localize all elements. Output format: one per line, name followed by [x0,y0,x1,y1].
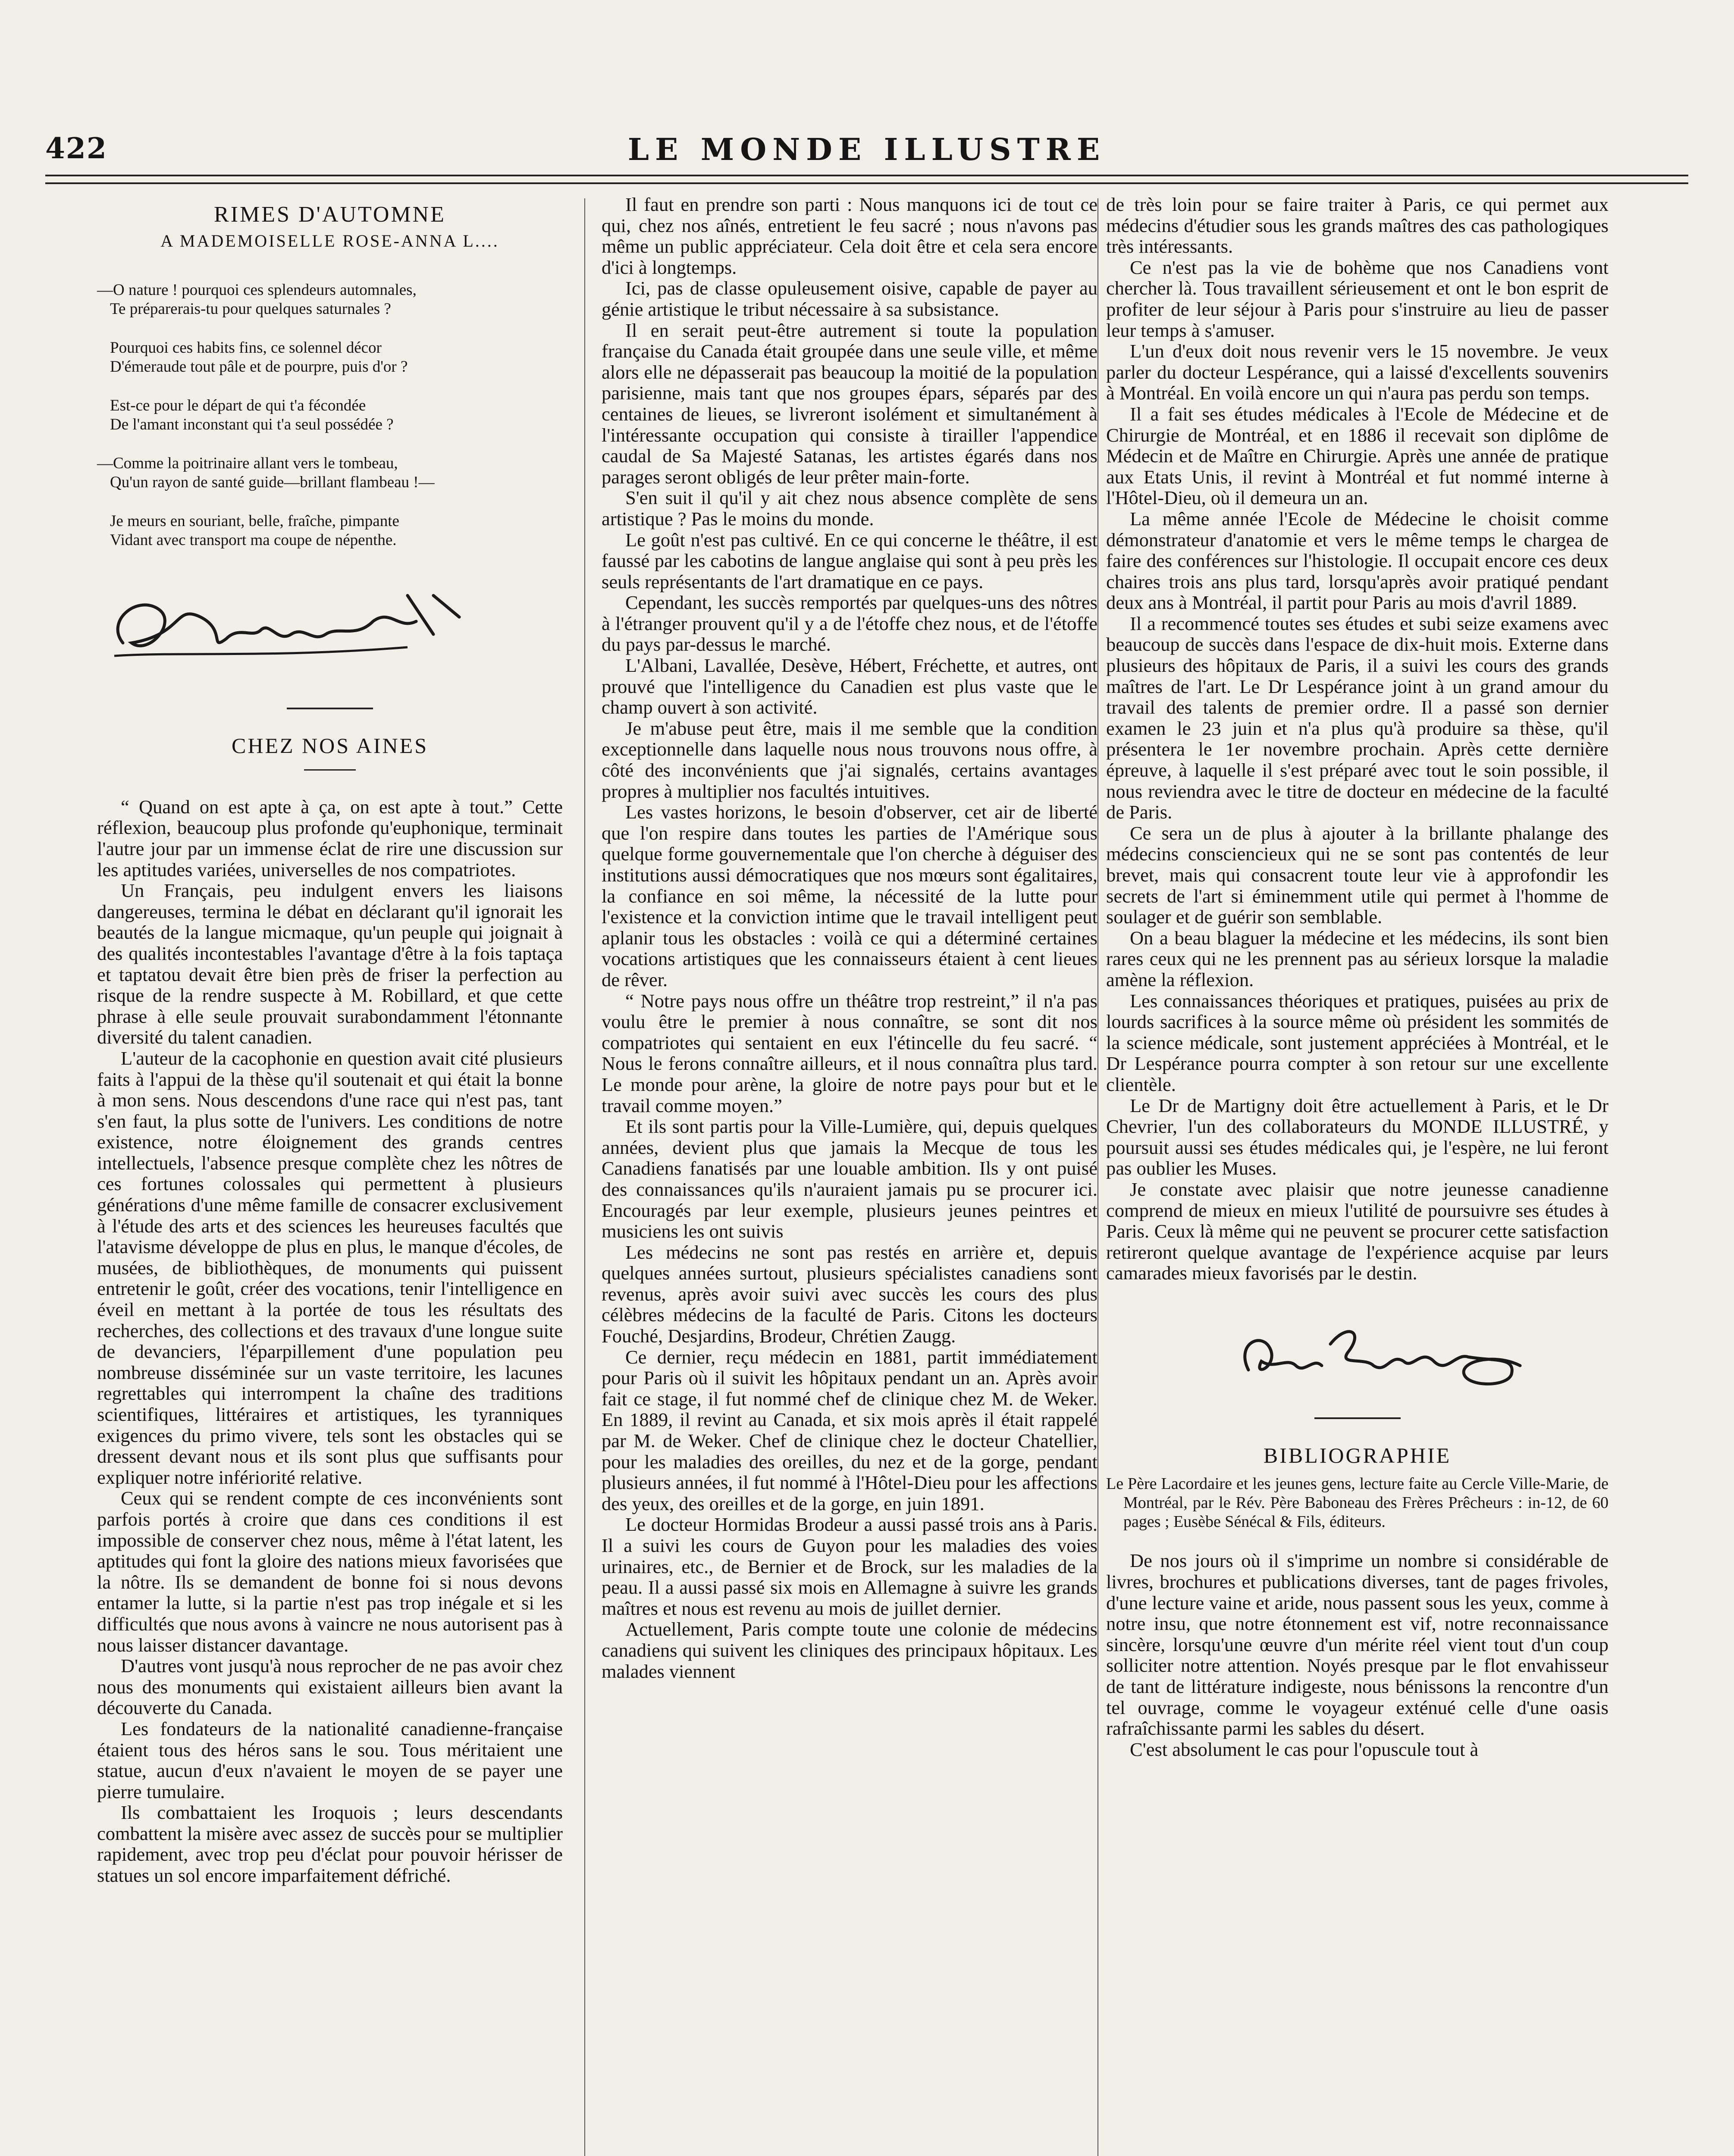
poem-dedication: A MADEMOISELLE ROSE-ANNA L.... [160,231,499,251]
column-1 [97,194,563,1886]
column-3 [1106,194,1609,1760]
article-paragraph: Les connaissances théoriques et pratiques, puisées au prix de lourds sacrifices à la source même où président les sommités de la science médicale, sont justement appréciées à Montréal, et le Dr Lespérance pourra compter à son retour sur une excellente clientèle. [1106,990,1609,1095]
article-paragraph: Je m'abuse peut être, mais il me semble que la condition exceptionnelle dans laquelle nous nous trouvons nous offre, à côté des inconvénients que j'ai signalés, certains avantages propres à multiplier nos facultés intuitives. [602,717,1097,802]
article-paragraph: Le Dr de Martigny doit être actuellement à Paris, et le Dr Chevrier, l'un des collaborateurs du MONDE ILLUSTRÉ, y poursuit aussi ses études médicales qui, je l'espère, ne lui feront pas oublier les Muses. [1106,1094,1609,1179]
header-rule [45,175,1688,184]
poem-line: Qu'un rayon de santé guide—brillant flambeau !— [110,473,435,492]
article-paragraph: Les médecins ne sont pas restés en arrière et, depuis quelques années surtout, plusieurs spécialistes canadiens sont revenus, après avoir suivi avec succès les cours des plus célèbres médecins de la faculté de Paris. Citons les docteurs Fouché, Desjardins, Brodeur, Chrétien Zaugg. [602,1241,1097,1347]
article-title: CHEZ NOS AINES [231,733,429,758]
poem-signature [97,570,563,682]
article-paragraph: S'en suit il qu'il y ait chez nous absence complète de sens artistique ? Pas le moins du monde. [602,487,1097,530]
article-paragraph: Les fondateurs de la nationalité canadienne-française étaient tous des héros sans le sou. Tous méritaient une statue, aucun d'eux n'avaient le moyen de se payer une pierre tumulaire. [97,1717,563,1802]
poem-line: Pourquoi ces habits fins, ce solennel décor [110,339,382,357]
bibliography-paragraph: De nos jours où il s'imprime un nombre si considérable de livres, brochures et publications diverses, tant de pages frivoles, d'une lecture vaine et aride, nous passent sous les yeux, comme à notre insu, que notre étonnement est vif, notre reconnaissance sincère, lorsqu'une œuvre d'un mérite réel vient tout d'un coup solliciter notre attention. Noyés presque par le flot envahisseur de tant de littérature indigeste, nous bénissons la rencontre d'un tel ouvrage, comme le voyageur exténué celle d'une oasis rafraîchissante parmi les sables du désert. [1106,1550,1609,1739]
poem-body [97,281,563,550]
page-number: 422 [45,132,107,165]
poem-stanza [97,281,563,319]
poem-line: —Comme la poitrinaire allant vers le tombeau, [97,454,398,473]
poem-line: De l'amant inconstant qui t'a seul possédée ? [110,416,394,434]
article-paragraph: D'autres vont jusqu'à nous reprocher de ne pas avoir chez nous des monuments qui existaient ailleurs bien avant la découverte du Canada. [97,1655,563,1719]
article-paragraph: Ils combattaient les Iroquois ; leurs descendants combattent la misère avec assez de succès pour se multiplier rapidement, avec trop peu d'éclat pour pouvoir hérisser de statues un sol encore imparfaitement défriché. [97,1802,563,1887]
article-paragraph: Les vastes horizons, le besoin d'observer, cet air de liberté que l'on respire dans toutes les parties de l'Amérique sous quelque forme gouvernementale que l'on cherche à déguiser des institutions aussi démocratiques que nos mœurs sont égalitaires, la confiance en soi même, la nécessité de la lutte pour l'existence et la conviction intime que le travail intelligent peut aplanir tous les obstacles : voilà ce qui a déterminé certaines vocations artistiques que les connaisseurs étaient à cent lieues de rêver. [602,801,1097,990]
article-paragraph: “ Quand on est apte à ça, on est apte à tout.” Cette réflexion, beaucoup plus profonde qu'euphonique, terminait l'autre jour par un immense éclat de rire une discussion sur les aptitudes variées, universelles de nos compatriotes. [97,796,563,881]
article-paragraph: Ici, pas de classe opuleusement oisive, capable de payer au génie artistique le tribut nécessaire à sa subsistance. [602,277,1097,320]
section-separator [1314,1417,1401,1419]
article-signature [1106,1305,1609,1400]
article-paragraph: Ce sera un de plus à ajouter à la brillante phalange des médecins consciencieux qui ne se sont pas contentés de leur brevet, mais qui consacrent toute leur vie à approfondir les secrets de l'art si éminemment utile qui permet à l'homme de soulager et de guérir son semblable. [1106,822,1609,928]
poem-stanza [97,512,563,550]
bibliography-entry: Le Père Lacordaire et les jeunes gens, lecture faite au Cercle Ville-Marie, de Montréal, par le Rév. Père Baboneau des Frères Prêcheurs : in-12, de 60 pages ; Eusèbe Sénécal & Fils, éditeurs. [1106,1475,1609,1531]
column-2 [602,194,1097,1682]
article-paragraph: Actuellement, Paris compte toute une colonie de médecins canadiens qui suivent les cliniques des principaux hôpitaux. Les malades viennent [602,1618,1097,1682]
poem-stanza [97,338,563,376]
poem-line: —O nature ! pourquoi ces splendeurs automnales, [97,281,417,299]
bibliography-paragraph: C'est absolument le cas pour l'opuscule tout à [1130,1738,1479,1760]
article-paragraph: Et ils sont partis pour la Ville-Lumière, qui, depuis quelques années, devient plus que jamais la Mecque de tous les Canadiens fanatisés par une louable ambition. Ils y ont puisé des connaissances qu'ils n'auraient jamais pu se procurer ici. Encouragés par leur exemple, plusieurs jeunes peintres et musiciens les ont suivis [602,1116,1097,1242]
bibliography-title: BIBLIOGRAPHIE [1263,1443,1452,1467]
article-paragraph: On a beau blaguer la médecine et les médecins, ils sont bien rares ceux qui ne les prennent pas au sérieux lorsque la maladie amène la réflexion. [1106,927,1609,990]
article-paragraph: Il a fait ses études médicales à l'Ecole de Médecine et de Chirurgie de Montréal, et en 1886 il recevait son diplôme de Médecin et de Maître en Chirurgie. Après une année de pratique aux Etats Unis, il revint à Montréal et fut nommé interne à l'Hôtel-Dieu, où il demeura un an. [1106,403,1609,509]
poem-line: Est-ce pour le départ de qui t'a fécondée [110,397,366,415]
poem-stanza [97,454,563,492]
column-divider [584,198,585,2156]
article-paragraph: Cependant, les succès remportés par quelques-uns des nôtres à l'étranger prouvent qu'il y a de l'étoffe chez nous, et de l'étoffe du pays par-dessus le marché. [602,592,1097,655]
article-paragraph: de très loin pour se faire traiter à Paris, ce qui permet aux médecins d'étudier sous les grands maîtres des cas pathologiques très intéressants. [1106,194,1609,257]
section-separator [287,708,373,709]
article-paragraph: Ceux qui se rendent compte de ces inconvénients sont parfois portés à croire que dans ces conditions il est impossible de conserver chez nous, même à l'état latent, les aptitudes qui font la gloire des nations mieux favorisées que la nôtre. Ils se demandent de bonne foi si nous devons entamer la lutte, si la partie n'est pas trop inégale et si les difficultés que nous avons à vaincre ne nous autorisent pas à nous laisser distancer davantage. [97,1487,563,1656]
article-paragraph: L'Albani, Lavallée, Desève, Hébert, Fréchette, et autres, ont prouvé que l'intelligence du Canadien est plus vaste que le champ ouvert à son activité. [602,655,1097,718]
article-paragraph: L'auteur de la cacophonie en question avait cité plusieurs faits à l'appui de la thèse qu'il soutenait et qui était la bonne à mon sens. Nous descendons d'une race qui n'est pas, tant s'en faut, la plus sotte de l'univers. Les conditions de notre existence, notre éloignement des grands centres intellectuels, l'absence presque complète chez les nôtres de ces fortunes colossales qui permettent à plusieurs générations d'une même famille de consacrer exclusivement à l'étude des arts et des sciences les heureuses facultés que l'atavisme développe de plus en plus, le manque d'écoles, de musées, de bibliothèques, de monuments qui puissent entretenir le goût, créer des vocations, tenir l'intelligence en éveil en mettant à la portée de tous les résultats des recherches, des collections et des travaux d'une longue suite de devanciers, l'éparpillement d'une population peu nombreuse disséminée sur un vaste territoire, les lacunes regrettables qui interrompent la chaîne des traditions scientifiques, littéraires et artistiques, les tyranniques exigences du primo vivere, tels sont les obstacles qui se dressent devant nous et ils sont plus que suffisants pour expliquer notre infériorité relative. [97,1047,563,1488]
article-paragraph: L'un d'eux doit nous revenir vers le 15 novembre. Je veux parler du docteur Lespérance, qui a laissé d'excellents souvenirs à Montréal. En voilà encore un qui n'aura pas perdu son temps. [1106,340,1609,404]
article-paragraph: Un Français, peu indulgent envers les liaisons dangereuses, termina le débat en déclarant qu'il ignorait les beautés de la langue micmaque, qu'un peuple qui joignait à des qualités incontestables l'avantage d'être à la fois taptaça et taptatou devait être bien près de friser la perfection au risque de la rendre suspecte à M. Robillard, et que cette phrase à elle seule prouvait surabondamment l'étonnante diversité du talent canadien. [97,880,563,1048]
poem-title: RIMES D'AUTOMNE [214,202,446,227]
article-paragraph: Le goût n'est pas cultivé. En ce qui concerne le théâtre, il est faussé par les cabotins de langue anglaise qui sont à peu près les seuls représentants de l'art dramatique en ce pays. [602,529,1097,592]
newspaper-title: LE MONDE ILLUSTRE [627,132,1106,167]
poem-line: Je meurs en souriant, belle, fraîche, pimpante [110,512,399,530]
article-paragraph: Ce n'est pas la vie de bohème que nos Canadiens vont chercher là. Tous travaillent sérieusement et ont le bon esprit de profiter de leur séjour à Paris pour s'instruire au lieu de passer leur temps à s'amuser. [1106,256,1609,341]
article-paragraph: Ce dernier, reçu médecin en 1881, partit immédiatement pour Paris où il suivit les hôpitaux pendant un an. Après avoir fait ce stage, il fut nommé chef de clinique chez M. de Weker. En 1889, il revint au Canada, et six mois après il était rappelé par M. de Weker. Chef de clinique chez le docteur Chatellier, pour les maladies des oreilles, du nez et de la gorge, pendant plusieurs années, il fut nommé à l'Hôtel-Dieu pour les affections des yeux, des oreilles et de la gorge, en juin 1891. [602,1346,1097,1514]
poem-stanza [97,396,563,434]
poem-line: D'émeraude tout pâle et de pourpre, puis d'or ? [110,358,408,376]
title-separator [304,769,356,771]
article-paragraph: La même année l'Ecole de Médecine le choisit comme démonstrateur d'anatomie et vers le même temps le chargea de faire des conférences sur l'histologie. Il occupait encore ces deux chaires trois ans plus tard, lorsqu'après avoir pratiqué pendant deux ans à Montréal, il partit pour Paris au mois d'avril 1889. [1106,508,1609,614]
poem-line: Te préparerais-tu pour quelques saturnales ? [110,300,391,318]
poem-line: Vidant avec transport ma coupe de népenthe. [110,531,397,549]
article-paragraph: Il a recommencé toutes ses études et subi seize examens avec beaucoup de succès dans l'espace de dix-huit mois. Externe dans plusieurs des hôpitaux de Paris, il a suivi les cours des grands maîtres de l'art. Le Dr Lespérance joint à un grand amour du travail des talents de premier ordre. Il a passé son dernier examen le 23 juin et n'a plus qu'à produire sa thèse, qu'il présentera le 1er novembre prochain. Après cette dernière épreuve, à laquelle il s'est préparé avec tout le soin possible, il nous reviendra avec le titre de docteur en médecine de la faculté de Paris. [1106,612,1609,823]
page-header [45,132,1688,172]
article-paragraph: Le docteur Hormidas Brodeur a aussi passé trois ans à Paris. Il a suivi les cours de Guyon pour les maladies des voies urinaires, etc., de Bernier et de Brock, sur les maladies de la peau. Il a aussi passé six mois en Allemagne à suivre les grands maîtres et nous est revenu au mois de juillet dernier. [602,1514,1097,1619]
article-paragraph: Il en serait peut-être autrement si toute la population française du Canada était groupée dans une seule ville, et même alors elle ne dépasserait pas beaucoup la moitié de la population parisienne, mais tant que nos groupes épars, séparés par des centaines de lieues, se livreront isolément et simultanément à l'intéressante occupation qui consiste à tirailler l'appendice caudal de Sa Majesté Satanas, les artistes égarés dans nos parages seront obligés de leur prêter main-forte. [602,319,1097,488]
article-paragraph: Je constate avec plaisir que notre jeunesse canadienne comprend de mieux en mieux l'utilité de poursuivre ses études à Paris. Ceux là même qui ne peuvent se procurer cette satisfaction retireront quelque avantage de l'expérience acquise par leurs camarades mieux favorisés par le destin. [1106,1178,1609,1284]
column-divider [1097,198,1098,2156]
article-paragraph: “ Notre pays nous offre un théâtre trop restreint,” il n'a pas voulu être le premier à nous connaître, se sont dit nos compatriotes qui sentaient en eux l'étincelle du feu sacré. “ Nous le ferons connaître ailleurs, et il nous connaîtra plus tard. Le monde pour arène, la gloire de notre pays pour but et le travail comme moyen.” [602,990,1097,1116]
article-paragraph: Il faut en prendre son parti : Nous manquons ici de tout ce qui, chez nos aînés, entretient le feu sacré ; nous n'avons pas même un public appréciateur. Cela doit être et cela sera encore d'ici à longtemps. [602,194,1097,278]
